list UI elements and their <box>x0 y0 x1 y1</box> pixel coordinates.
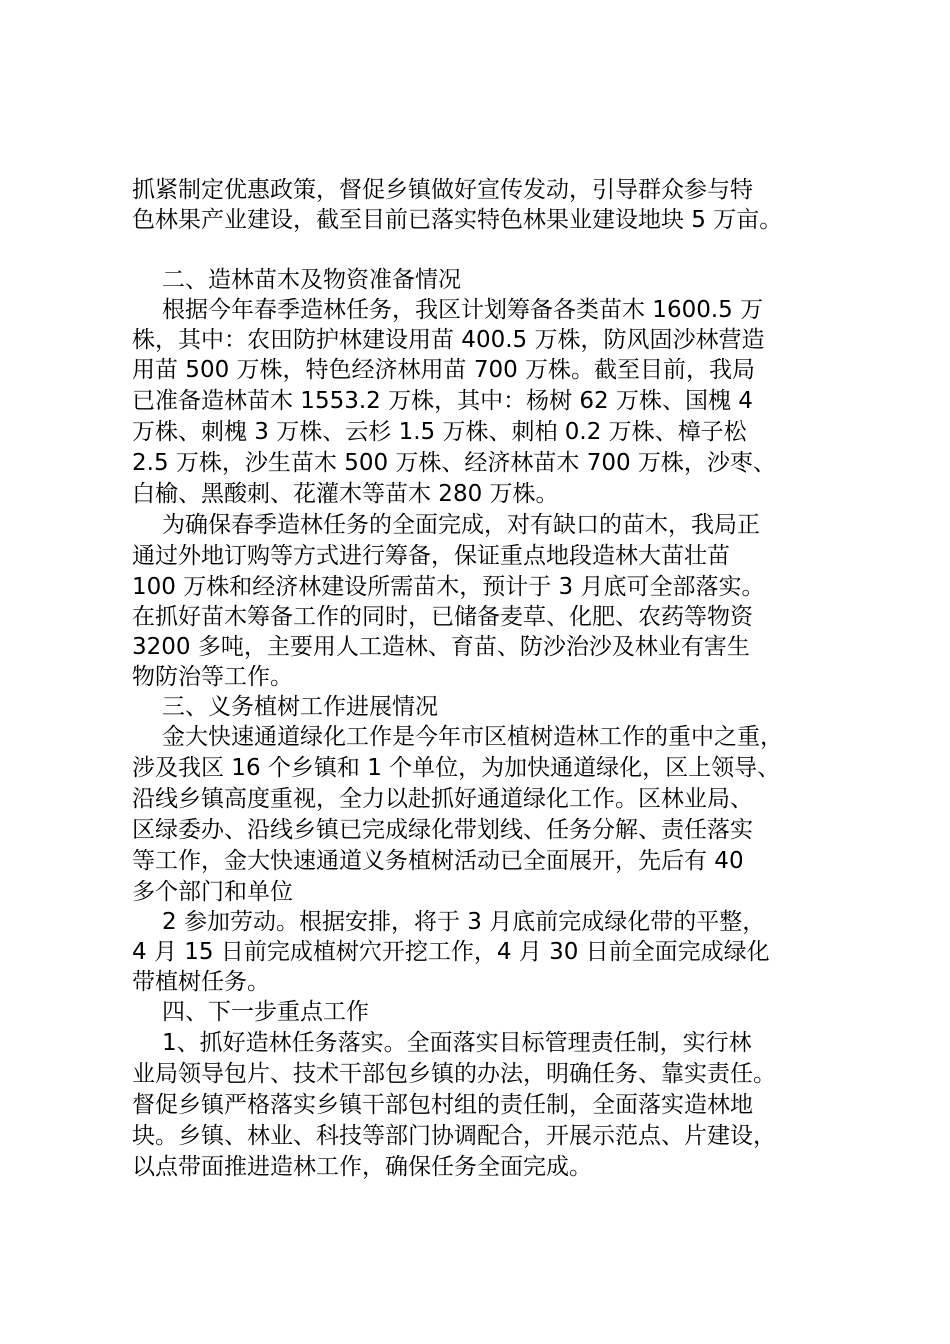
paragraph-line: 白榆、黑酸刺、花灌木等苗木 280 万株。 <box>132 481 559 507</box>
paragraph-line: 以点带面推进造林工作，确保任务全面完成。 <box>132 1154 592 1180</box>
paragraph-line: 为确保春季造林任务的全面完成，对有缺口的苗木，我局正 <box>162 512 760 538</box>
paragraph-line: 色林果产业建设，截至目前已落实特色林果业建设地块 5 万亩。 <box>132 207 783 233</box>
section-heading-3: 三、义务植树工作进展情况 <box>162 694 438 720</box>
section-heading-4: 四、下一步重点工作 <box>162 999 369 1025</box>
paragraph-line: 根据今年春季造林任务，我区计划筹备各类苗木 1600.5 万 <box>162 297 764 323</box>
paragraph-line: 物防治等工作。 <box>132 664 293 690</box>
paragraph-line: 带植树任务。 <box>132 969 270 995</box>
paragraph-line: 100 万株和经济林建设所需苗木，预计于 3 月底可全部落实。 <box>132 574 765 600</box>
paragraph-line: 业局领导包片、技术干部包乡镇的办法，明确任务、靠实责任。 <box>132 1061 776 1087</box>
paragraph-line: 3200 多吨，主要用人工造林、育苗、防沙治沙及林业有害生 <box>132 634 750 660</box>
paragraph-line: 块。乡镇、林业、科技等部门协调配合，开展示范点、片建设， <box>132 1123 776 1149</box>
paragraph-line: 督促乡镇严格落实乡镇干部包村组的责任制，全面落实造林地 <box>132 1092 753 1118</box>
paragraph-line: 万株、刺槐 3 万株、云杉 1.5 万株、刺柏 0.2 万株、樟子松 <box>132 419 747 445</box>
paragraph-line: 株，其中：农田防护林建设用苗 400.5 万株，防风固沙林营造 <box>132 327 765 353</box>
paragraph-line: 等工作，金大快速通道义务植树活动已全面展开，先后有 40 <box>132 848 744 874</box>
paragraph-line: 沿线乡镇高度重视，全力以赴抓好通道绿化工作。区林业局、 <box>132 786 753 812</box>
paragraph-line: 金大快速通道绿化工作是今年市区植树造林工作的重中之重， <box>162 724 783 750</box>
paragraph-line: 用苗 500 万株，特色经济林用苗 700 万株。截至目前，我局 <box>132 357 756 383</box>
paragraph-line: 在抓好苗木筹备工作的同时，已储备麦草、化肥、农药等物资 <box>132 604 753 630</box>
paragraph-line: 区绿委办、沿线乡镇已完成绿化带划线、任务分解、责任落实 <box>132 817 753 843</box>
paragraph-line: 2.5 万株，沙生苗木 500 万株、经济林苗木 700 万株，沙枣、 <box>132 450 776 476</box>
paragraph-line: 1、抓好造林任务落实。全面落实目标管理责任制，实行林 <box>162 1030 752 1056</box>
paragraph-line: 涉及我区 16 个乡镇和 1 个单位，为加快通道绿化，区上领导、 <box>132 755 781 781</box>
paragraph-line: 多个部门和单位 <box>132 879 293 905</box>
paragraph-line: 通过外地订购等方式进行筹备，保证重点地段造林大苗壮苗 <box>132 543 730 569</box>
paragraph-line: 2 参加劳动。根据安排，将于 3 月底前完成绿化带的平整， <box>162 909 766 935</box>
paragraph-line: 4 月 15 日前完成植树穴开挖工作，4 月 30 日前全面完成绿化 <box>132 939 770 965</box>
paragraph-line: 抓紧制定优惠政策，督促乡镇做好宣传发动，引导群众参与特 <box>132 177 753 203</box>
section-heading-2: 二、造林苗木及物资准备情况 <box>162 267 461 293</box>
paragraph-line: 已准备造林苗木 1553.2 万株，其中：杨树 62 万株、国槐 4 <box>132 388 753 414</box>
